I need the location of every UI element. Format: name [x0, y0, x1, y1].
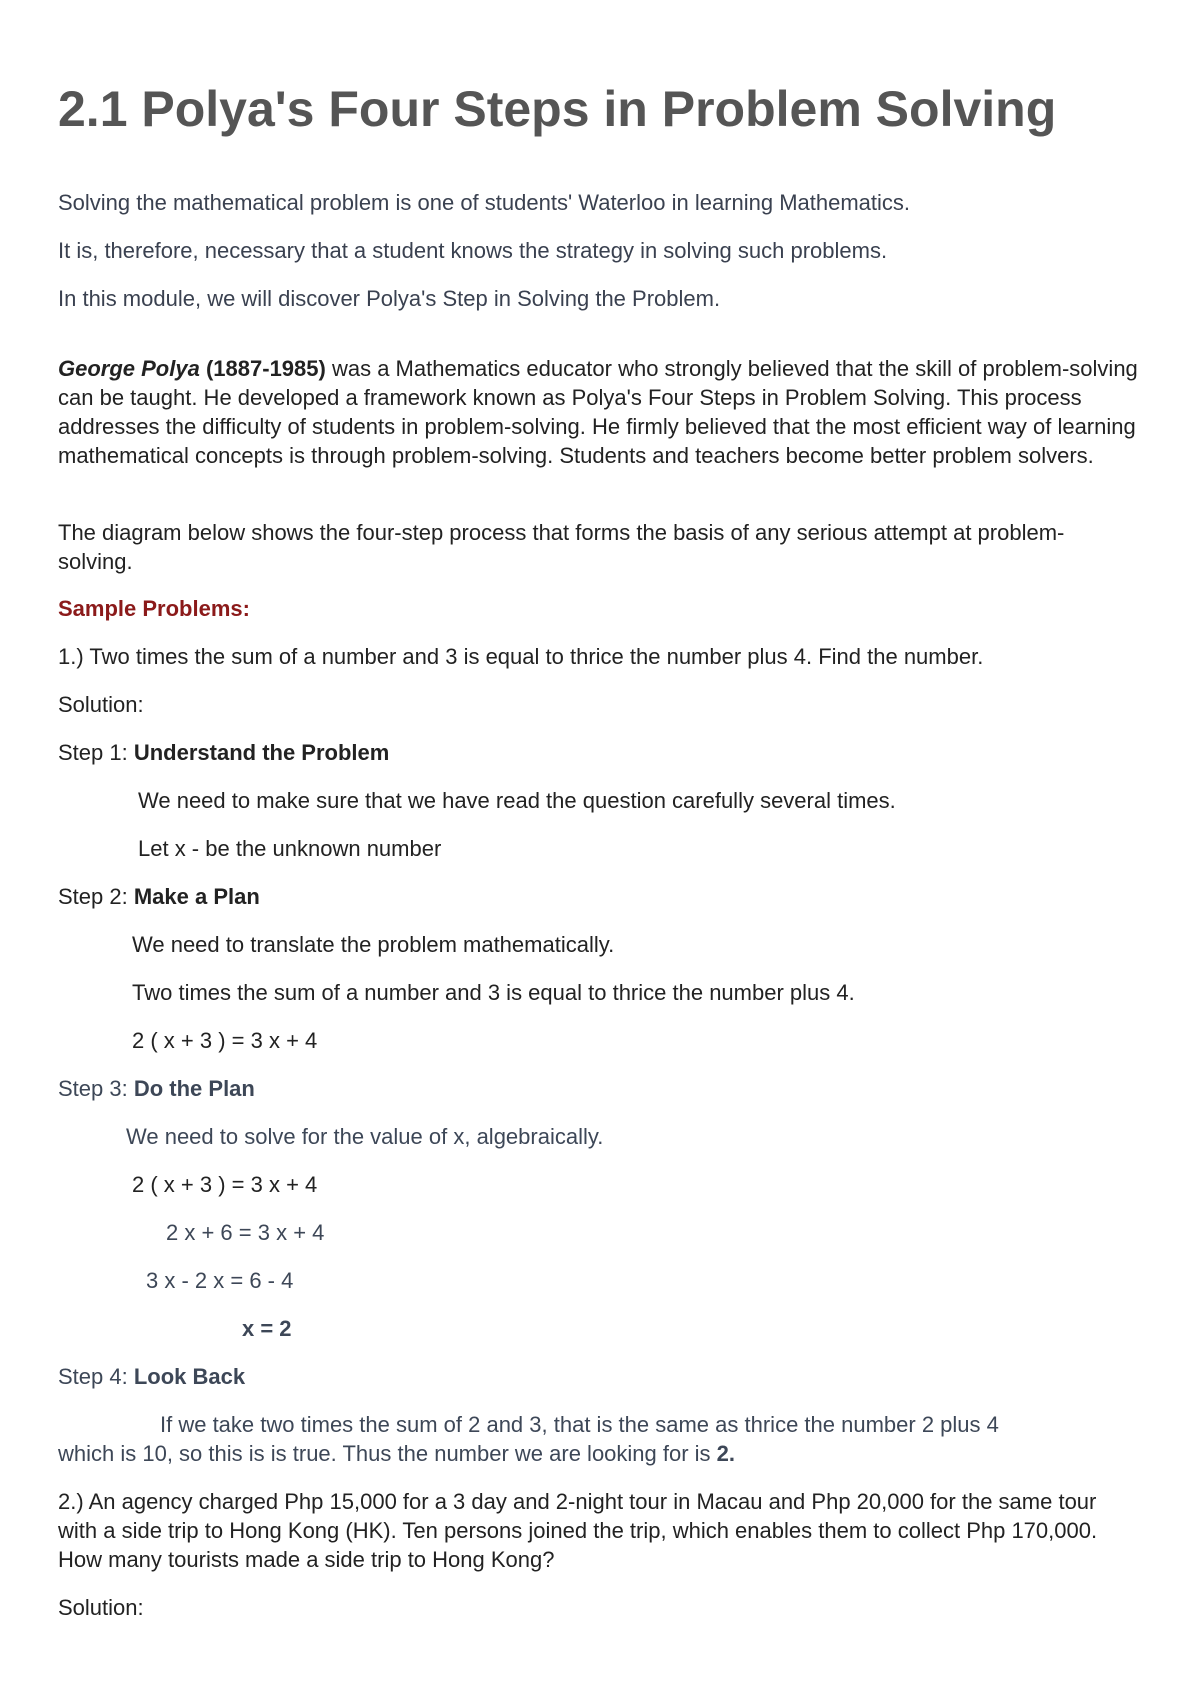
step-2-equation: 2 ( x + 3 ) = 3 x + 4	[132, 1028, 318, 1053]
polya-text: was a Mathematics educator who strongly believed that the skill of problem-solving can be taught. He developed a framework known as Polya's Four Steps in Problem Solving. This process addresses the difficulty of students in problem-solving. He firmly believed that the most efficient way of learning mathematical concepts is through problem-solving. Students and teachers become better problem solvers.	[58, 356, 1138, 468]
step-4-heading	[58, 1362, 245, 1391]
step-3-equation-4: x = 2	[242, 1316, 292, 1341]
step-1-line-1: We need to make sure that we have read the question carefully several times.	[138, 788, 896, 813]
step-3-intro: We need to solve for the value of x, algebraically.	[126, 1124, 604, 1149]
step-1-label: Step 1:	[58, 740, 134, 765]
step-4-answer: 2.	[716, 1441, 736, 1466]
step-4-line-1: If we take two times the sum of 2 and 3, that is the same as thrice the number 2 plus 4	[160, 1412, 999, 1437]
polya-name: George Polya	[58, 356, 200, 381]
step-2-title: Make a Plan	[133, 884, 260, 909]
polya-paragraph	[58, 354, 1138, 470]
step-3-equation-2: 2 x + 6 = 3 x + 4	[166, 1220, 325, 1245]
step-3-equation-1: 2 ( x + 3 ) = 3 x + 4	[132, 1172, 318, 1197]
intro-line-2: It is, therefore, necessary that a student knows the strategy in solving such problems.	[58, 238, 888, 263]
step-1-title: Understand the Problem	[133, 740, 390, 765]
step-4-label: Step 4:	[58, 1364, 134, 1389]
sample-problems-heading: Sample Problems:	[58, 596, 250, 621]
intro-line-3: In this module, we will discover Polya's Step in Solving the Problem.	[58, 286, 721, 311]
step-3-label: Step 3:	[58, 1076, 134, 1101]
step-4-line-2	[58, 1439, 735, 1468]
problem-2-solution-label: Solution:	[58, 1595, 144, 1620]
step-3-heading	[58, 1074, 255, 1103]
step-1-heading	[58, 738, 389, 767]
step-4-title: Look Back	[133, 1364, 246, 1389]
step-2-label: Step 2:	[58, 884, 134, 909]
page-title: 2.1 Polya's Four Steps in Problem Solving	[58, 81, 1057, 137]
intro-line-1: Solving the mathematical problem is one of students' Waterloo in learning Mathematics.	[58, 190, 911, 215]
step-2-line-1: We need to translate the problem mathematically.	[132, 932, 615, 957]
step-3-equation-3: 3 x - 2 x = 6 - 4	[146, 1268, 294, 1293]
step-1-line-2: Let x - be the unknown number	[138, 836, 442, 861]
problem-1-solution-label: Solution:	[58, 692, 144, 717]
polya-years: (1887-1985)	[205, 356, 326, 381]
step-3-title: Do the Plan	[133, 1076, 255, 1101]
problem-1-statement: 1.) Two times the sum of a number and 3 is equal to thrice the number plus 4. Find the number.	[58, 644, 984, 669]
problem-2-statement: 2.) An agency charged Php 15,000 for a 3 day and 2-night tour in Macau and Php 20,000 for the same tour with a side trip to Hong Kong (HK). Ten persons joined the trip, which enables them to collect Php 170,000. How many tourists made a side trip to Hong Kong?	[58, 1489, 1098, 1572]
step-4-line-2-text: which is 10, so this is is true. Thus the number we are looking for is	[58, 1441, 717, 1466]
step-2-line-2: Two times the sum of a number and 3 is equal to thrice the number plus 4.	[132, 980, 855, 1005]
diagram-note: The diagram below shows the four-step process that forms the basis of any serious attempt at problem-solving.	[58, 520, 1065, 574]
step-2-heading	[58, 882, 260, 911]
